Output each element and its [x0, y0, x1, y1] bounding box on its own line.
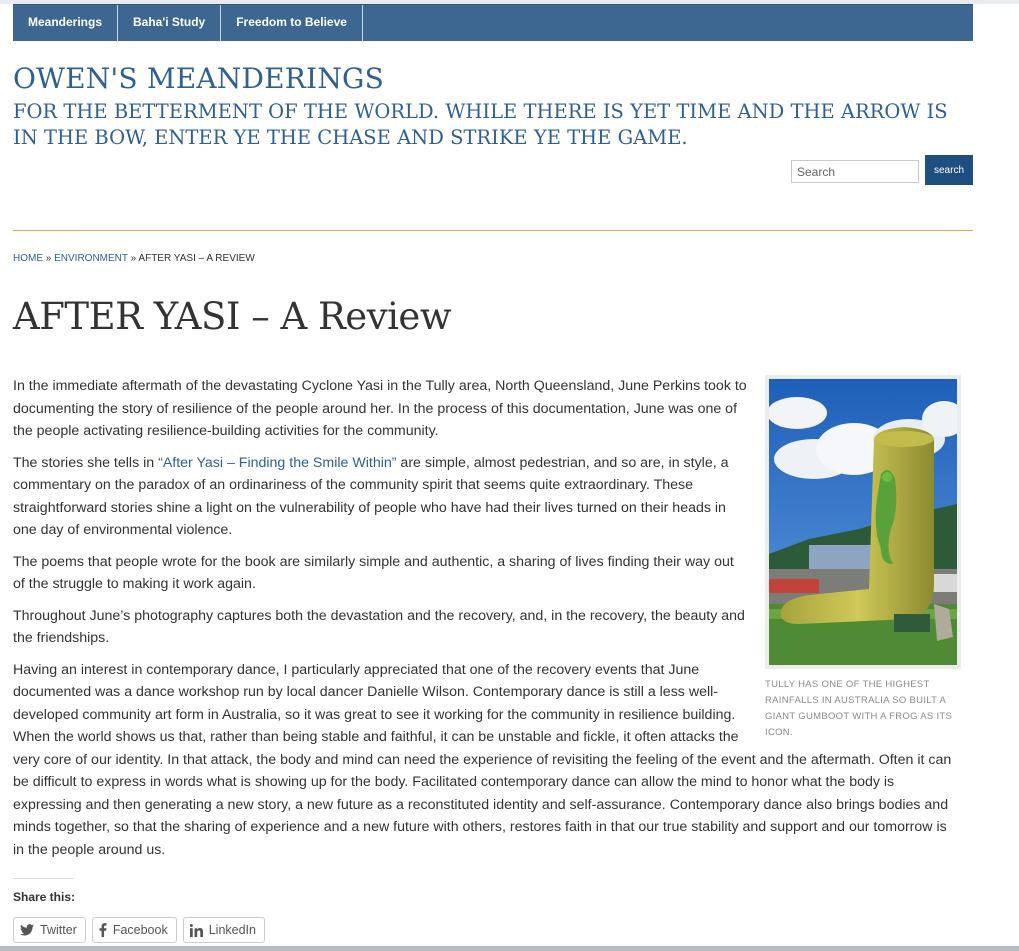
- paragraph-2-lead: The stories she tells in: [13, 454, 159, 471]
- gumboot-photo-image: [769, 379, 957, 665]
- paragraph-2-rest: are simple, almost pedestrian, and so are, in style, a commentary on the paradox of an ordinariness of the community spirit that seems quite extraordinary. These straightforward stories shine a light on the vulnerability of people who have had their lives turned on their heads in one day of environmental violence.: [13, 454, 729, 538]
- top-navigation: [13, 4, 973, 41]
- share-facebook-button[interactable]: [92, 917, 177, 943]
- post-figure: [765, 375, 961, 741]
- site-tagline: FOR THE BETTERMENT OF THE WORLD. WHILE THERE IS YET TIME AND THE ARROW IS IN THE BOW, ENTER YE THE CHASE AND STRIKE YE THE GAME.: [13, 100, 948, 149]
- nav-item-meanderings[interactable]: Meanderings: [13, 5, 118, 41]
- figure-caption: TULLY HAS ONE OF THE HIGHEST RAINFALLS IN AUSTRALIA SO BUILT A GIANT GUMBOOT WITH A FROG AS ITS ICON.: [765, 679, 953, 738]
- paragraph-3: The poems that people wrote for the book are similarly simple and authentic, a sharing of lives finding their way out of the struggle to making it work again.: [13, 553, 734, 592]
- nav-item-freedom-to-believe[interactable]: Freedom to Believe: [221, 5, 363, 41]
- paragraph-5: Having an interest in contemporary dance, I particularly appreciated that one of the recovery events that June documented was a dance workshop run by local dancer Danielle Wilson. Contemporary dance is still a less well-developed community art form in Australia, so it was great to see it working for the community in resilience building. When the world shows us that, rather than being stable and faithful, it can be unstable and fickle, it often attacks the very core of our identity. In that attack, the body and mind can need the experience of revisiting the feeling of the event and the aftermath. Often it can be difficult to express in words what is showing up for the body. Facilitated contemporary dance can allow the mind to honor what the body is expressing and then generating a new story, a new future as a reconstituted identity and self-assurance. Contemporary dance also brings bodies and minds together, so that the sharing of experience and a new future with others, restores faith in that our true stability and support and our tomorrow is in the people around us.: [13, 661, 952, 858]
- breadcrumb-separator: »: [127, 253, 139, 264]
- share-divider: [13, 878, 74, 879]
- nav-item-bahai-study[interactable]: Baha'i Study: [118, 5, 221, 41]
- site-title[interactable]: OWEN'S MEANDERINGS: [13, 62, 384, 95]
- browser-bottom-edge: [0, 946, 1019, 951]
- gumboot-photo[interactable]: [765, 375, 961, 669]
- share-twitter-label: Twitter: [40, 923, 77, 937]
- breadcrumb-category-link[interactable]: ENVIRONMENT: [54, 253, 128, 264]
- after-yasi-book-link[interactable]: “After Yasi – Finding the Smile Within”: [158, 454, 397, 471]
- breadcrumb-separator: »: [43, 253, 55, 264]
- share-twitter-button[interactable]: [13, 917, 86, 943]
- share-title: Share this:: [13, 890, 76, 904]
- breadcrumb: [13, 253, 255, 264]
- search-button[interactable]: search: [925, 155, 973, 185]
- post-content: [13, 375, 961, 870]
- breadcrumb-home-link[interactable]: HOME: [13, 253, 43, 264]
- paragraph-4: Throughout June’s photography captures both the devastation and the recovery, and, in the recovery, the beauty and the friendships.: [13, 607, 745, 646]
- linkedin-icon: [190, 924, 203, 937]
- share-buttons: [13, 917, 265, 943]
- paragraph-1: In the immediate aftermath of the devastating Cyclone Yasi in the Tully area, North Queensland, June Perkins took to documenting the story of resilience of the people around her. In the process of this documentation, June was one of the people activating resilience-building activities for the community.: [13, 378, 747, 439]
- share-linkedin-label: LinkedIn: [208, 923, 256, 937]
- share-facebook-label: Facebook: [112, 923, 168, 937]
- post-title: AFTER YASI – A Review: [13, 295, 451, 338]
- share-linkedin-button[interactable]: [183, 917, 265, 943]
- breadcrumb-current: AFTER YASI – A REVIEW: [138, 253, 255, 264]
- facebook-icon: [99, 923, 107, 937]
- header-divider: [13, 230, 973, 231]
- search-input[interactable]: [791, 160, 919, 183]
- twitter-icon: [20, 924, 34, 936]
